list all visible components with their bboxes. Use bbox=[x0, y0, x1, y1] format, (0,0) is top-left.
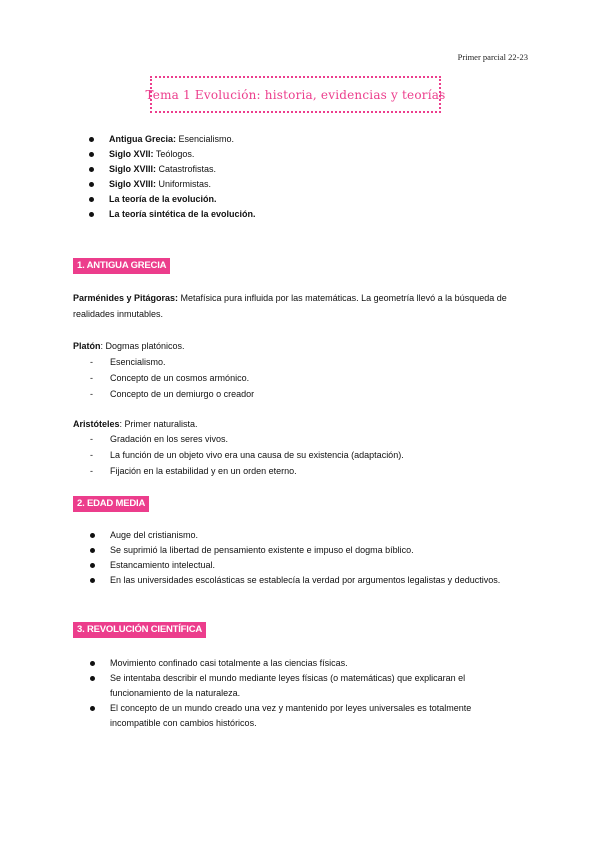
list-item: Se intentaba describir el mundo mediante leyes físicas (o matemáticas) que explicaran el funcionamiento de la naturaleza. bbox=[90, 671, 510, 701]
bullet-icon bbox=[90, 533, 95, 538]
list-item: - Fijación en la estabilidad y en un orden eterno. bbox=[90, 466, 297, 476]
bullet-icon bbox=[89, 137, 94, 142]
list-item: Estancamiento intelectual. bbox=[90, 558, 510, 573]
list-item: Siglo XVIII: Catastrofistas. bbox=[89, 162, 256, 177]
list-item: Auge del cristianismo. bbox=[90, 528, 510, 543]
list-item: Se suprimió la libertad de pensamiento existente e impuso el dogma bíblico. bbox=[90, 543, 510, 558]
bullet-icon bbox=[90, 661, 95, 666]
bullet-icon bbox=[89, 212, 94, 217]
list-item: Movimiento confinado casi totalmente a las ciencias físicas. bbox=[90, 656, 510, 671]
bullet-icon bbox=[90, 578, 95, 583]
list-item: Antigua Grecia: Esencialismo. bbox=[89, 132, 256, 147]
list-item: - Gradación en los seres vivos. bbox=[90, 434, 229, 444]
bullet-icon bbox=[89, 167, 94, 172]
topic-list bbox=[89, 132, 256, 222]
title-frame bbox=[145, 76, 446, 113]
bullet-icon bbox=[89, 182, 94, 187]
bullet-icon bbox=[90, 676, 95, 681]
list-item: La teoría de la evolución. bbox=[89, 192, 256, 207]
revolucion-cientifica-list bbox=[90, 656, 510, 731]
list-item: - Esencialismo. bbox=[90, 357, 166, 367]
section-heading-edad-media: 2. EDAD MEDIA bbox=[73, 496, 149, 512]
list-item: - Concepto de un demiurgo o creador bbox=[90, 389, 255, 399]
bullet-icon bbox=[89, 152, 94, 157]
section-heading-antigua-grecia: 1. ANTIGUA GRECIA bbox=[73, 258, 170, 274]
list-item: - Concepto de un cosmos armónico. bbox=[90, 373, 250, 383]
paragraph-platon: Platón: Dogmas platónicos. bbox=[73, 341, 185, 351]
list-item: Siglo XVIII: Uniformistas. bbox=[89, 177, 256, 192]
bullet-icon bbox=[90, 706, 95, 711]
list-item: En las universidades escolásticas se establecía la verdad por argumentos legalistas y deductivos. bbox=[90, 573, 510, 588]
list-item: - La función de un objeto vivo era una causa de su existencia (adaptación). bbox=[90, 450, 404, 460]
paragraph-aristoteles: Aristóteles: Primer naturalista. bbox=[73, 419, 198, 429]
edad-media-list bbox=[90, 528, 510, 588]
page-title: Tema 1 Evolución: historia, evidencias y teorías bbox=[145, 87, 446, 102]
course-header: Primer parcial 22-23 bbox=[457, 52, 528, 62]
bullet-icon bbox=[90, 548, 95, 553]
bullet-icon bbox=[89, 197, 94, 202]
aristoteles-list bbox=[90, 431, 530, 479]
section-heading-revolucion-cientifica: 3. REVOLUCIÓN CIENTÍFICA bbox=[73, 622, 206, 638]
list-item: El concepto de un mundo creado una vez y mantenido por leyes universales es totalmente incompatible con cambios históricos. bbox=[90, 701, 510, 731]
platon-list bbox=[90, 354, 530, 402]
list-item: La teoría sintética de la evolución. bbox=[89, 207, 256, 222]
paragraph-parmenides: Parménides y Pitágoras: Metafísica pura influida por las matemáticas. La geometría llevó a la búsqueda de realidades inmutables. bbox=[73, 293, 507, 319]
list-item: Siglo XVII: Teólogos. bbox=[89, 147, 256, 162]
bullet-icon bbox=[90, 563, 95, 568]
